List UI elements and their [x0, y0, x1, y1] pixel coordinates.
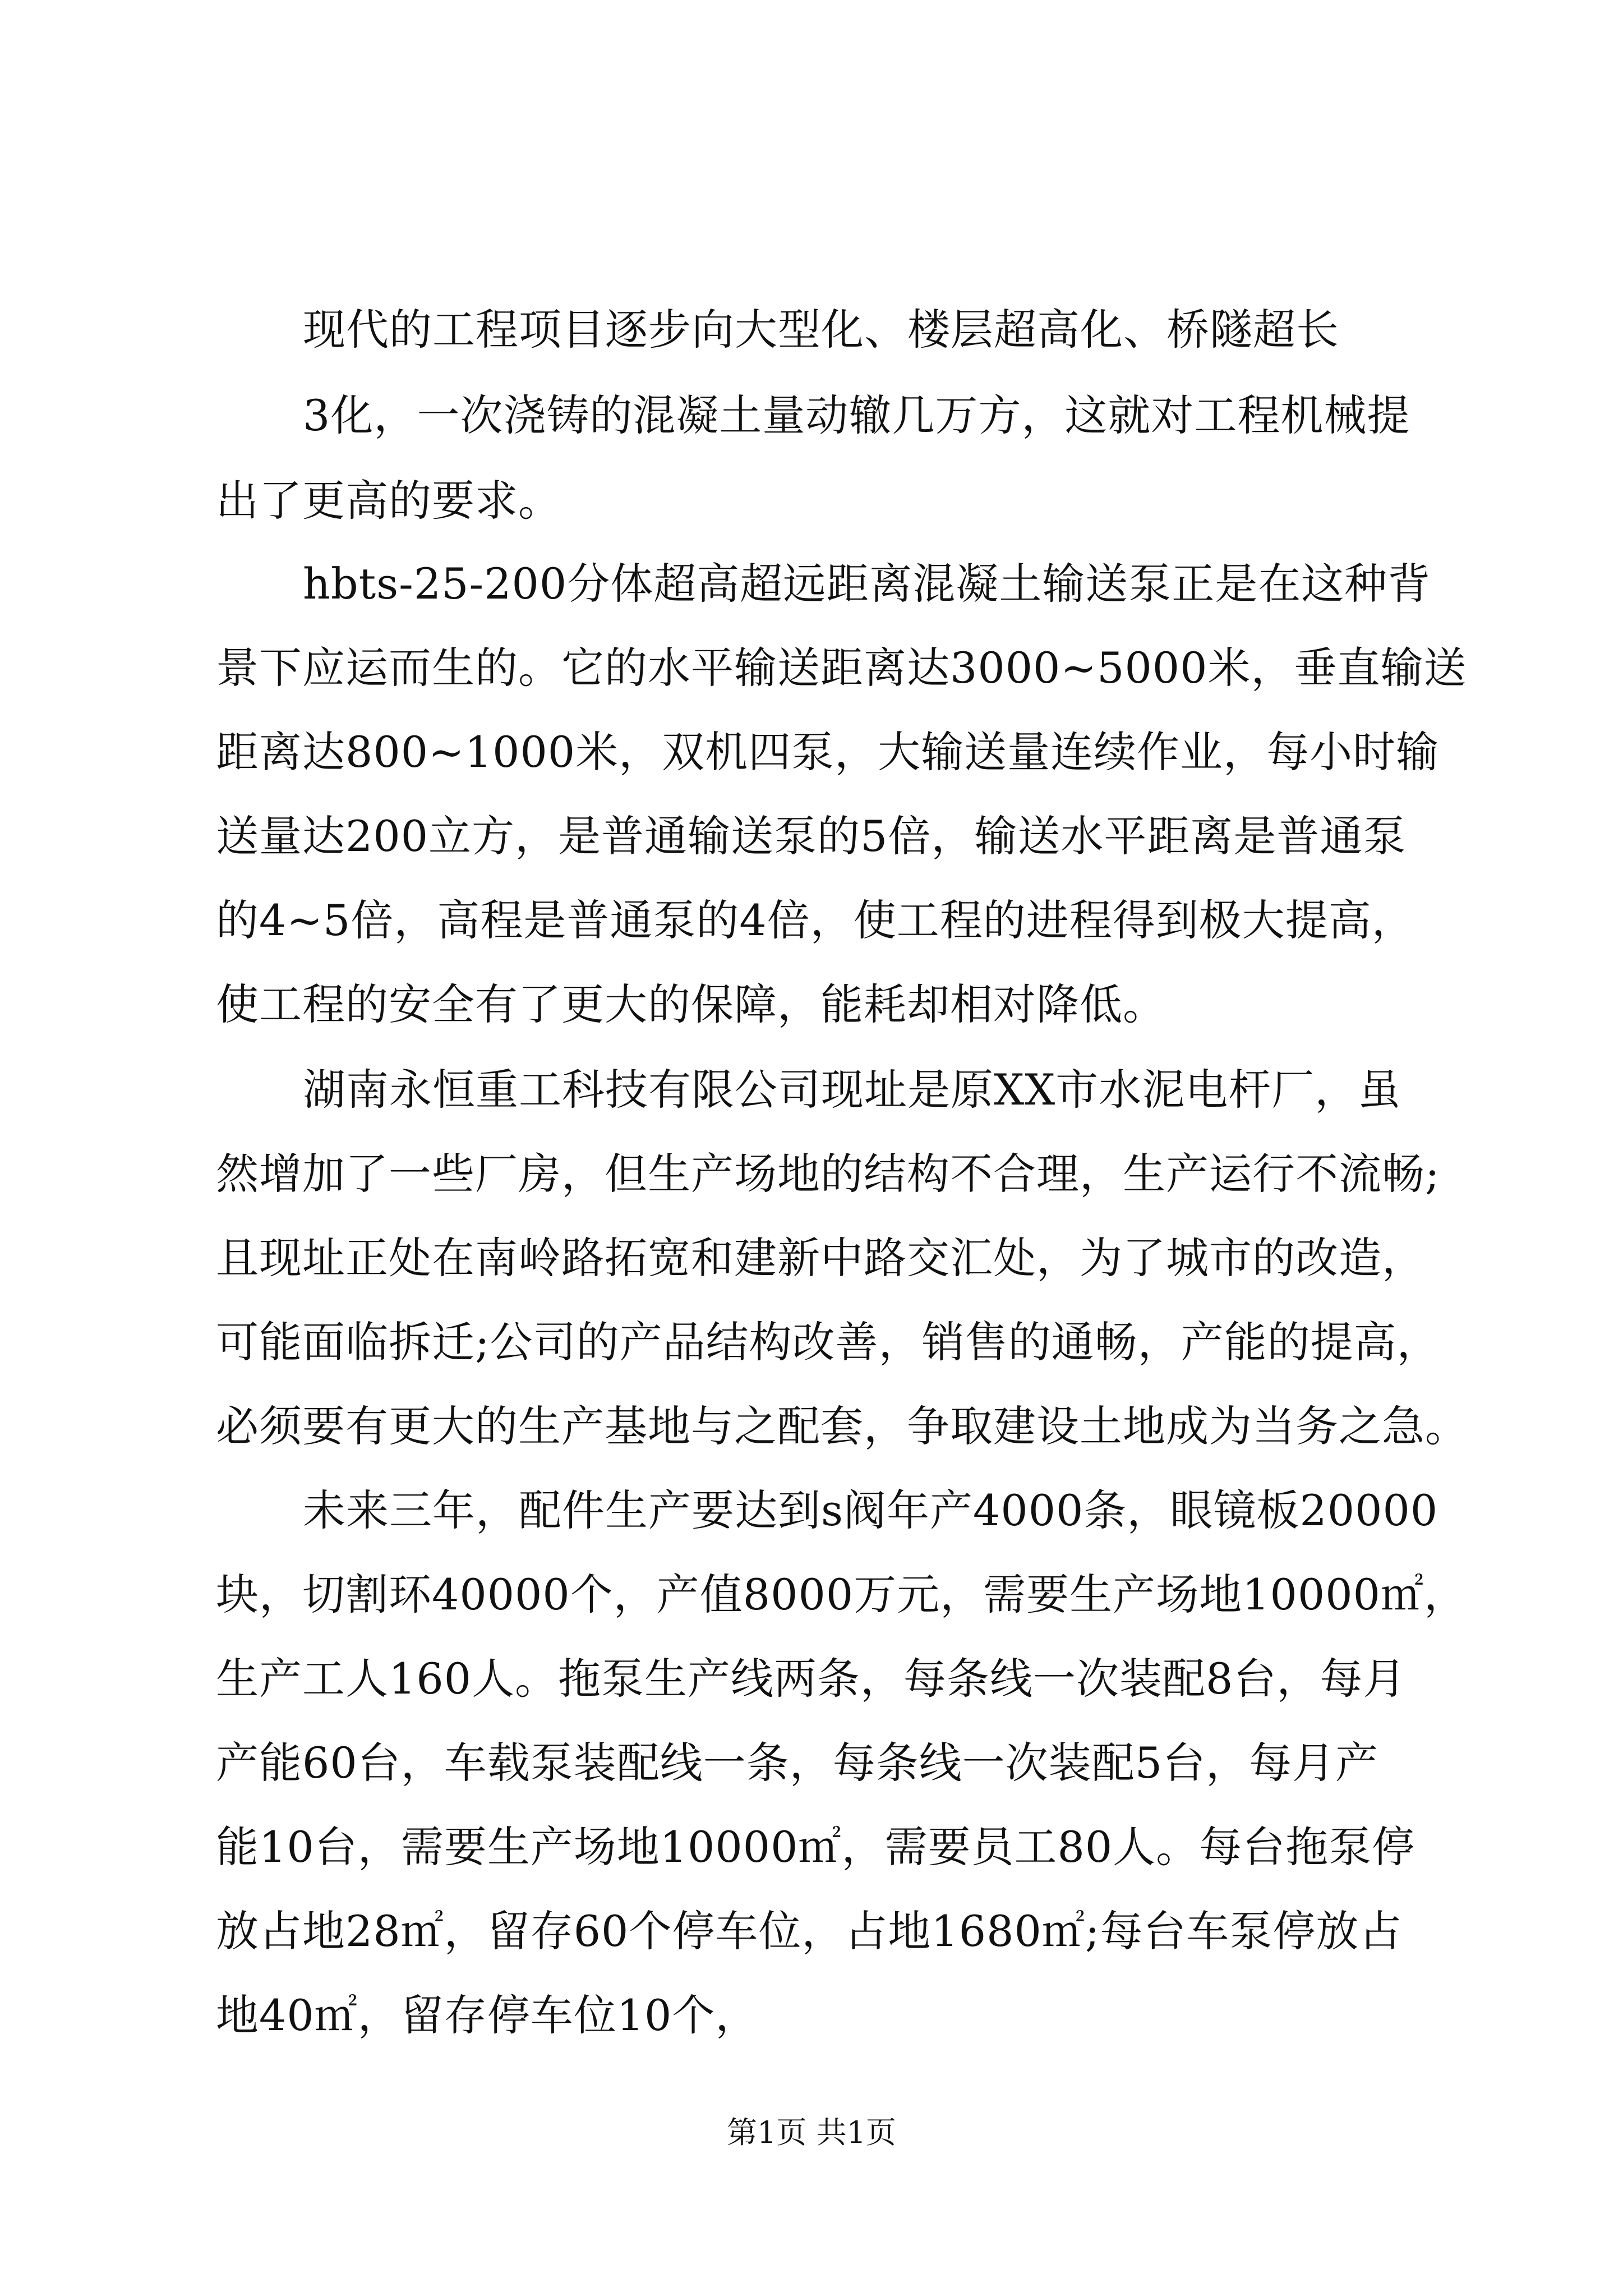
text-line: 块，切割环40000个，产值8000万元，需要生产场地10000㎡， [216, 1570, 1467, 1619]
text-line: hbts-25-200分体超高超远距离混凝土输送泵正是在这种背 [303, 559, 1431, 609]
text-line: 然增加了一些厂房，但生产场地的结构不合理，生产运行不流畅; [216, 1149, 1440, 1199]
text-line: 能10台，需要生产场地10000㎡，需要员工80人。每台拖泵停 [216, 1822, 1415, 1872]
text-line: 未来三年，配件生产要达到s阀年产4000条，眼镜板20000 [303, 1485, 1438, 1535]
text-line: 送量达200立方，是普通输送泵的5倍，输送水平距离是普通泵 [216, 811, 1407, 861]
text-line: 现代的工程项目逐步向大型化、楼层超高化、桥隧超长 [303, 305, 1339, 355]
text-line: 湖南永恒重工科技有限公司现址是原XX市水泥电杆厂，虽 [303, 1065, 1401, 1115]
text-line: 景下应运而生的。它的水平输送距离达3000~5000米，垂直输送 [216, 643, 1467, 693]
page-footer: 第1页 共1页 [727, 2115, 896, 2150]
text-line: 且现址正处在南岭路拓宽和建新中路交汇处，为了城市的改造， [216, 1233, 1425, 1283]
text-line: 必须要有更大的生产基地与之配套，争取建设土地成为当务之急。 [216, 1401, 1468, 1451]
text-line: 使工程的安全有了更大的保障，能耗却相对降低。 [216, 979, 1166, 1029]
text-line: 可能面临拆迁;公司的产品结构改善，销售的通畅，产能的提高， [216, 1317, 1440, 1367]
text-line: 生产工人160人。拖泵生产线两条，每条线一次装配8台，每月 [216, 1654, 1407, 1704]
text-line: 3化，一次浇铸的混凝土量动辙几万方，这就对工程机械提 [303, 390, 1410, 440]
text-line: 的4~5倍，高程是普通泵的4倍，使工程的进程得到极大提高， [216, 895, 1415, 945]
text-line: 放占地28㎡，留存60个停车位，占地1680㎡;每台车泵停放占 [216, 1906, 1403, 1956]
text-line: 产能60台，车载泵装配线一条，每条线一次装配5台，每月产 [216, 1738, 1379, 1788]
text-line: 地40㎡，留存停车位10个， [216, 1990, 759, 2040]
text-line: 出了更高的要求。 [216, 476, 561, 526]
text-line: 距离达800~1000米，双机四泵，大输送量连续作业，每小时输 [216, 727, 1440, 777]
